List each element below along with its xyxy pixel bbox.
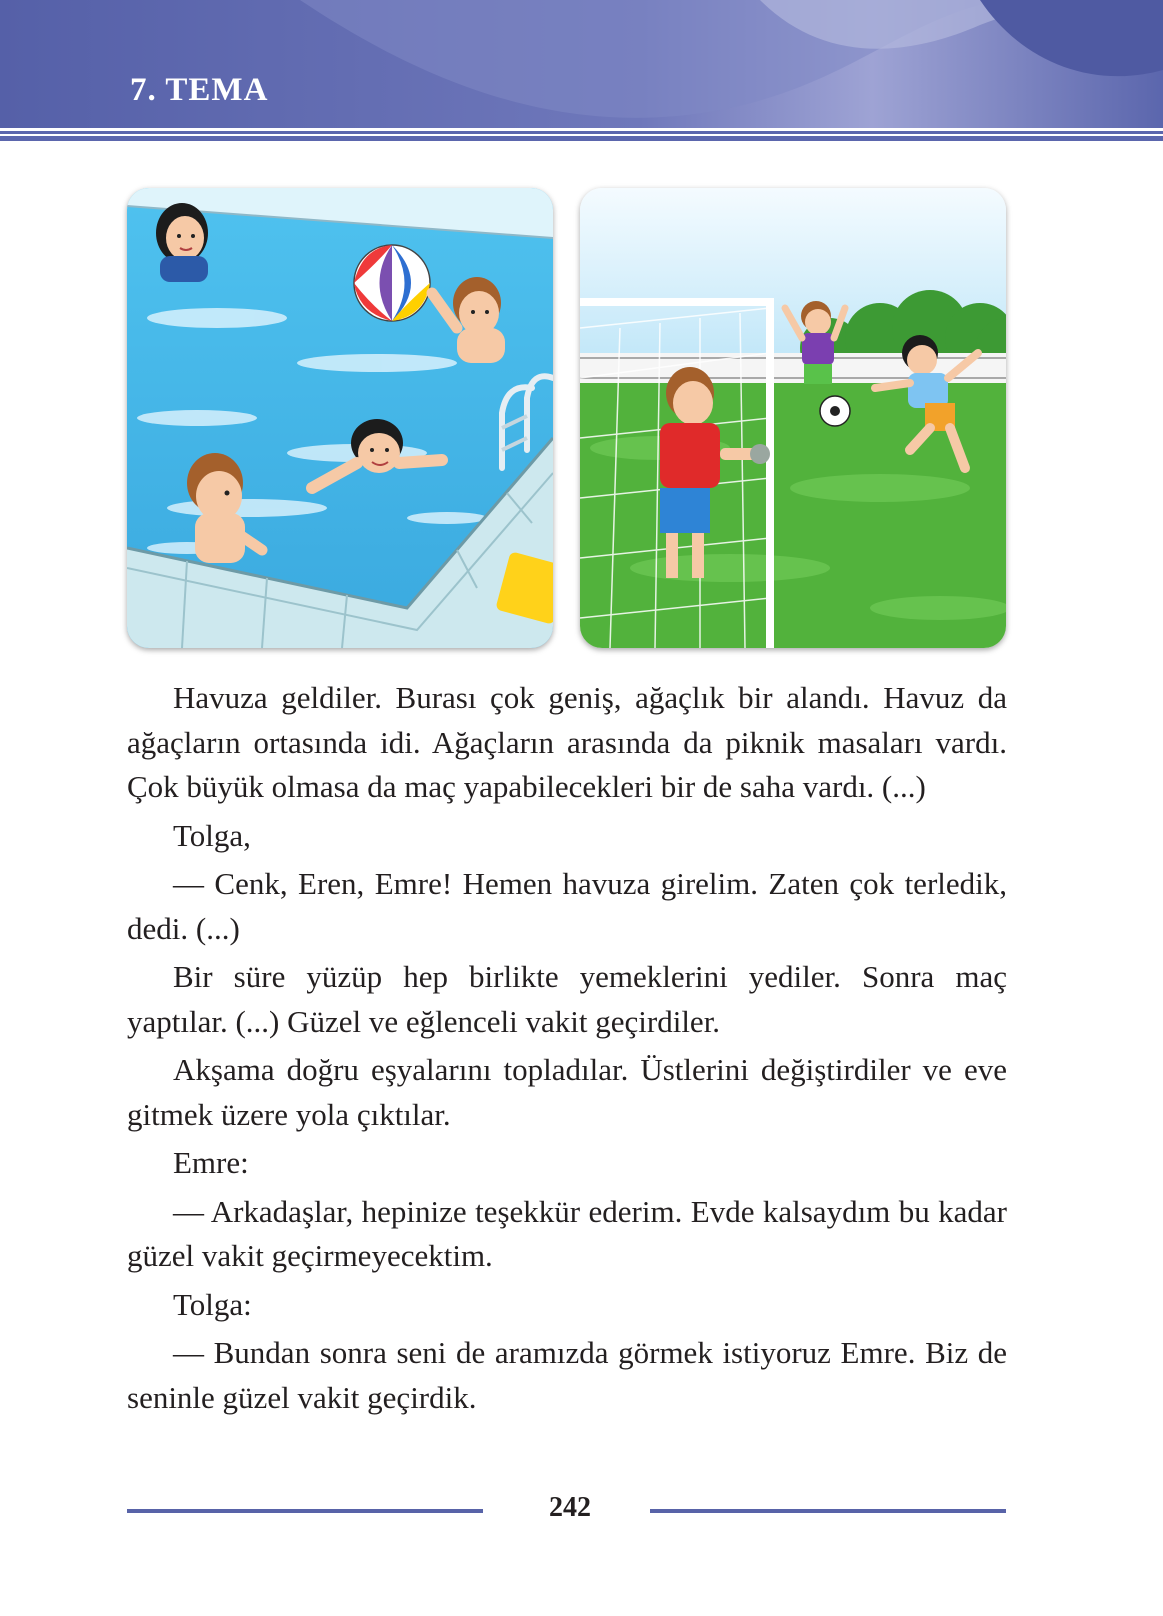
story-paragraph: Tolga: [173, 1286, 252, 1322]
story-paragraph: — Arkadaşlar, hepinize teşekkür ederim. Evde kalsaydım bu kadar güzel vakit geçirmeyecektim. [127, 1193, 1007, 1273]
footer-divider-right [650, 1509, 1006, 1513]
page-number: 242 [549, 1492, 591, 1523]
story-paragraph: — Bundan sonra seni de aramızda görmek istiyoruz Emre. Biz de seninle güzel vakit geçirdik. [127, 1335, 1007, 1415]
story-paragraph: — Cenk, Eren, Emre! Hemen havuza girelim. Zaten çok terledik, dedi. (...) [127, 866, 1007, 946]
story-paragraph: Bir süre yüzüp hep birlikte yemeklerini yediler. Sonra maç yaptılar. (...) Güzel ve eğlenceli vakit geçirdiler. [127, 959, 1007, 1039]
pool-scene-illustration [127, 188, 553, 648]
footer-divider-left [127, 1509, 483, 1513]
theme-title: 7. TEMA [130, 72, 269, 108]
story-paragraph: Havuza geldiler. Burası çok geniş, ağaçlık bir alandı. Havuz da ağaçların ortasında idi. Ağaçların arasında da piknik masaları vardı. Çok büyük olmasa da maç yapabilecekleri bir de saha vardı. (...) [127, 680, 1007, 804]
story-paragraph: Tolga, [173, 817, 251, 853]
story-text [127, 676, 1007, 1420]
story-paragraph: Emre: [173, 1145, 249, 1180]
theme-header-band [0, 0, 1163, 150]
soccer-scene-illustration [580, 188, 1006, 648]
story-paragraph: Akşama doğru eşyalarını topladılar. Üstlerini değiştirdiler ve eve gitmek üzere yola çıktılar. [127, 1052, 1007, 1132]
